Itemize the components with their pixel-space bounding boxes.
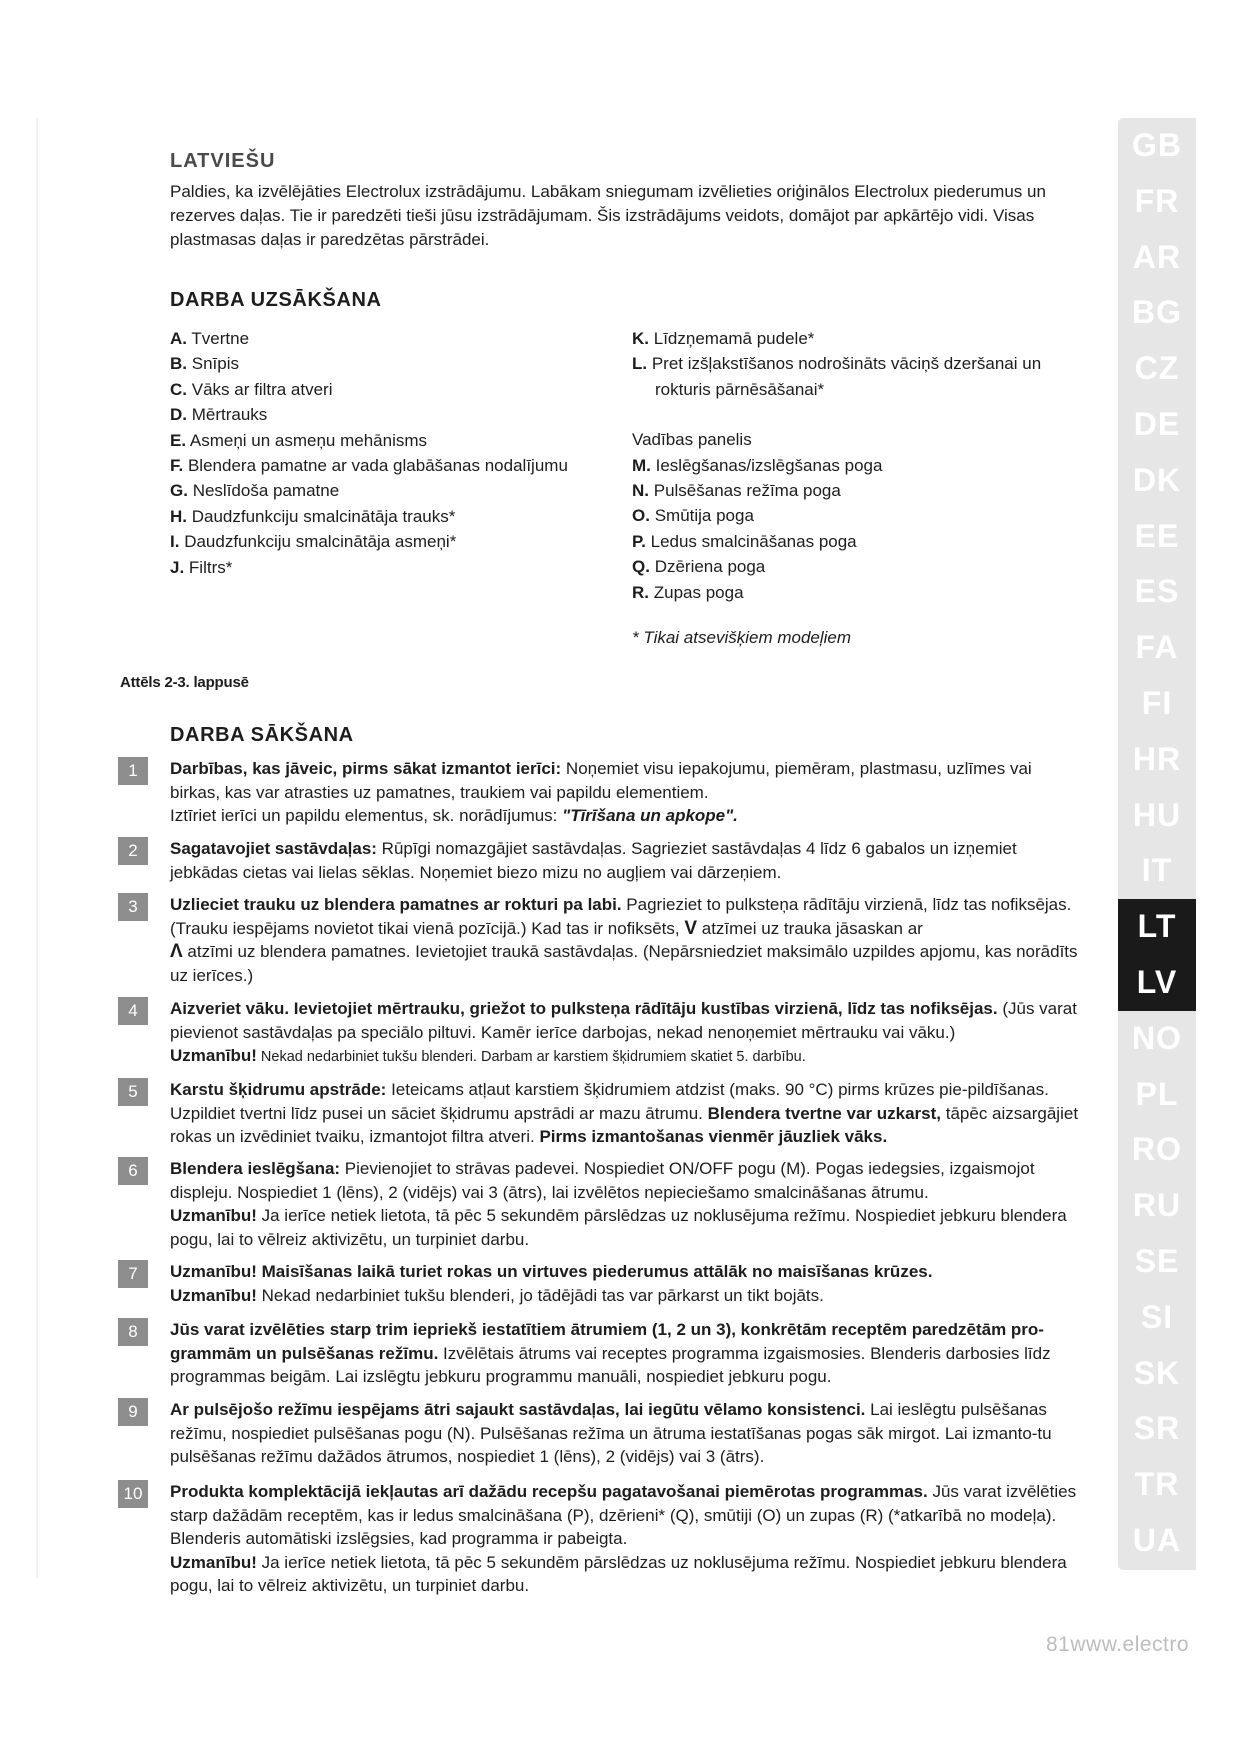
tab-gb[interactable]: GB	[1132, 127, 1182, 163]
step-number-badge: 1	[118, 757, 148, 785]
control-panel-label: Vadības panelis	[632, 430, 752, 450]
step-8: Jūs varat izvēlēties starp trim iepriekš iestatītiem ātrumiem (1, 2 un 3), konkrētām receptēm paredzētām pro-grammām un pulsēšanas režīmu. Izvēlētais ātrums vai receptes programma izgaismosies. Blenderis darbosies līdz programmas beigām. Lai izslēgtu jebkuru programmu manuāli, nospiediet jebkuru pogu.	[170, 1320, 1051, 1386]
figure-reference: Attēls 2-3. lappusē	[120, 674, 249, 691]
tab-it[interactable]: IT	[1141, 852, 1173, 889]
list-item: A. Tvertne	[170, 329, 250, 348]
tab-dk[interactable]: DK	[1132, 461, 1182, 498]
page-edge	[36, 118, 38, 1578]
step-2: Sagatavojiet sastāvdaļas: Rūpīgi nomazgājiet sastāvdaļas. Sagrieziet sastāvdaļas 4 līdz 6 gabalos un izņemiet jebkādas cietas vai lielas sēklas. Noņemiet biezo mizu no augļiem vai dārzeņiem.	[170, 839, 1017, 882]
language-heading: LATVIEŠU	[170, 150, 276, 172]
list-item: O. Smūtija poga	[632, 506, 754, 526]
list-item: I. Daudzfunkciju smalcinātāja asmeņi*	[170, 532, 457, 552]
tab-tr[interactable]: TR	[1134, 1466, 1180, 1503]
step-5: Karstu šķidrumu apstrāde: Ieteicams atļaut karstiem šķidrumiem atdzist (maks. 90 °C) pirms krūzes pie-pildīšanas. Uzpildiet tvertni līdz pusei un sāciet šķidrumu apstrādi ar mazu ātrumu. Blendera tvertne var uzkarst, tāpēc aizsargājiet rokas un izvēdiniet tvaiku, izmantojot filtra atveri. Pirms izmantošanas vienmēr jāuzliek vāks.	[170, 1080, 1079, 1146]
tab-fr[interactable]: FR	[1134, 182, 1180, 219]
step-number-badge: 5	[118, 1078, 148, 1106]
list-item: N. Pulsēšanas režīma poga	[632, 481, 841, 501]
step-number-badge: 4	[118, 997, 148, 1025]
step-number-badge: 8	[118, 1318, 148, 1346]
tab-si[interactable]: SI	[1140, 1298, 1174, 1335]
parts-list-left	[170, 326, 610, 580]
section-title-start-working: DARBA SĀKŠANA	[170, 724, 354, 746]
step-7: Uzmanību! Maisīšanas laikā turiet rokas un virtuves piederumus attālāk no maisīšanas krūzes. Uzmanību! Nekad nedarbiniet tukšu blenderi, jo tādējādi tas var pārkarst un tikt bojāts.	[170, 1262, 933, 1305]
step-number-badge: 3	[118, 893, 148, 921]
tab-pl[interactable]: PL	[1135, 1075, 1179, 1112]
tab-ua[interactable]: UA	[1132, 1521, 1182, 1558]
step-4: Aizveriet vāku. Ievietojiet mērtrauku, griežot to pulksteņa rādītāju kustības virzienā, līdz tas nofiksējas. (Jūs varat pievienot sastāvdaļas pa speciālo piltuvi. Kamēr ierīce darbojas, nekad nenoņemiet mērtrauku vai vāku.) Uzmanību! Nekad nedarbiniet tukšu blenderi. Darbam ar karstiem šķidrumiem skatiet 5. darbību.	[170, 999, 1077, 1065]
page-footer: 81www.electro	[1046, 1633, 1190, 1656]
tab-ru[interactable]: RU	[1132, 1187, 1182, 1224]
step-1: Darbības, kas jāveic, pirms sākat izmantot ierīci: Noņemiet visu iepakojumu, piemēram, plastmasu, uzlīmes vai birkas, kas var atrasties uz pamatnes, traukiem vai papildu elementiem. Iztīriet ierīci un papildu elementus, sk. norādījumus: "Tīrīšana un apkope".	[170, 759, 1032, 825]
list-item: F. Blendera pamatne ar vada glabāšanas nodalījumu	[170, 456, 568, 476]
intro-paragraph: Paldies, ka izvēlējāties Electrolux izstrādājumu. Labākam sniegumam izvēlieties oriģinālos Electrolux piederumus un rezerves daļas. Tie ir paredzēti tieši jūsu izstrādājumam. Šis izstrādājums veidots, domājot par apkārtējo vidi. Visas plastmasas daļas ir paredzētas pārstrādei.	[170, 182, 1046, 249]
tab-ar[interactable]: AR	[1132, 238, 1182, 275]
list-item: J. Filtrs*	[170, 557, 233, 577]
list-item: G. Neslīdoša pamatne	[170, 481, 340, 501]
tab-no[interactable]: NO	[1132, 1019, 1182, 1056]
tab-ee[interactable]: EE	[1134, 517, 1180, 554]
step-3: Uzlieciet trauku uz blendera pamatnes ar rokturi pa labi. Pagrieziet to pulksteņa rādītāju virzienā, līdz tas nofiksējas. (Trauku iespējams novietot tikai vienā pozīcijā.) Kad tas ir nofiksēts, V atzīmei uz trauka jāsaskan ar Λ atzīmi uz blendera pamatnes. Ievietojiet traukā sastāvdaļas. (Nepārsniedziet maksimālo uzpildes apjomu, kas norādīts uz ierīces.)	[170, 895, 1078, 985]
tab-lv[interactable]: LV	[1118, 955, 1196, 1011]
parts-list-right	[632, 326, 1082, 605]
tab-bg[interactable]: BG	[1132, 294, 1182, 331]
language-tabs	[1118, 118, 1196, 1570]
step-number-badge: 2	[118, 837, 148, 865]
tab-cz[interactable]: CZ	[1134, 350, 1180, 387]
list-item: R. Zupas poga	[632, 582, 744, 602]
list-item: M. Ieslēgšanas/izslēgšanas poga	[632, 455, 883, 475]
list-item: Q. Dzēriena poga	[632, 557, 766, 577]
list-item: D. Mērtrauks	[170, 405, 268, 425]
list-item: K. Līdzņemamā pudele*	[632, 329, 815, 348]
arrow-down-icon: V	[684, 917, 698, 939]
step-9: Ar pulsējošo režīmu iespējams ātri sajaukt sastāvdaļas, lai iegūtu vēlamo konsistenci. Lai ieslēgtu pulsēšanas režīmu, nospiediet pulsēšanas pogu (N). Pulsēšanas režīma un ātruma iestatīšanas pogas sāk mirgot. Lai izmanto-tu pulsēšanas režīmu dažādos ātrumos, nospiediet 1 (lēns), 2 (vidējs) vai 3 (ātrs).	[170, 1400, 1052, 1466]
tab-sk[interactable]: SK	[1133, 1354, 1181, 1391]
tab-de[interactable]: DE	[1133, 405, 1181, 442]
step-number-badge: 9	[118, 1398, 148, 1426]
tab-sr[interactable]: SR	[1133, 1410, 1181, 1447]
tab-fi[interactable]: FI	[1141, 684, 1173, 721]
list-item: P. Ledus smalcināšanas poga	[632, 531, 857, 551]
tab-hu[interactable]: HU	[1132, 796, 1182, 833]
tab-fa[interactable]: FA	[1135, 629, 1179, 666]
tab-hr[interactable]: HR	[1132, 740, 1182, 777]
step-number-badge: 6	[118, 1157, 148, 1185]
tab-lt[interactable]: LT	[1118, 899, 1196, 955]
footnote: * Tikai atsevišķiem modeļiem	[632, 628, 852, 647]
section-title-getting-started: DARBA UZSĀKŠANA	[170, 289, 382, 311]
step-number-badge: 7	[118, 1260, 148, 1288]
list-item: L. Pret izšļakstīšanos nodrošināts vāciņš dzeršanai un rokturis pārnēsāšanai*	[632, 354, 1042, 399]
list-item: E. Asmeņi un asmeņu mehānisms	[170, 430, 428, 450]
list-item: B. Snīpis	[170, 354, 239, 374]
step-10: Produkta komplektācijā iekļautas arī dažādu recepšu pagatavošanai piemērotas programmas. Jūs varat izvēlēties starp dažādām receptēm, kas ir ledus smalcināšana (P), dzērieni* (Q), smūtiji (O) un zupas (R) (*atkarībā no modeļa). Blenderis automātiski izslēgsies, kad programma ir pabeigta. Uzmanību! Ja ierīce netiek lietota, tā pēc 5 sekundēm pārslēdzas uz noklusējuma režīmu. Nospiediet jebkuru blendera pogu, lai to vēlreiz aktivizētu, un turpiniet darbu.	[170, 1482, 1077, 1595]
tab-es[interactable]: ES	[1134, 573, 1180, 610]
tab-ro[interactable]: RO	[1132, 1131, 1182, 1168]
step-number-badge: 10	[118, 1480, 148, 1508]
list-item: H. Daudzfunkciju smalcinātāja trauks*	[170, 506, 456, 526]
list-item: C. Vāks ar filtra atveri	[170, 379, 333, 399]
arrow-up-icon: Λ	[170, 941, 183, 962]
step-6: Blendera ieslēgšana: Pievienojiet to strāvas padevei. Nospiediet ON/OFF pogu (M). Pogas iedegsies, izgaismojot displeju. Nospiediet 1 (lēns), 2 (vidējs) vai 3 (ātrs), lai izvēlētos nepieciešamo smalcināšanas ātrumu. Uzmanību! Ja ierīce netiek lietota, tā pēc 5 sekundēm pārslēdzas uz noklusējuma režīmu. Nospiediet jebkuru blendera pogu, lai to vēlreiz aktivizētu, un turpiniet darbu.	[170, 1159, 1067, 1249]
list-spacer	[632, 402, 1082, 427]
tab-se[interactable]: SE	[1134, 1242, 1180, 1279]
